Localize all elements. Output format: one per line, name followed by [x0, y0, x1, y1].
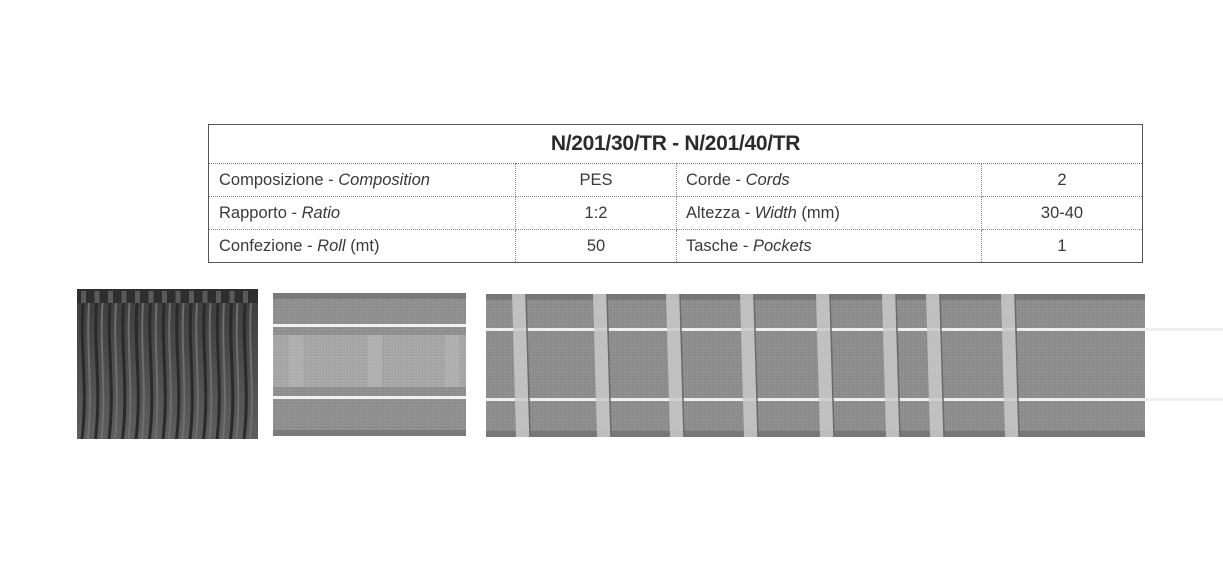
label-italian: Corde	[686, 170, 731, 189]
label-italian: Composizione	[219, 170, 324, 189]
curtain-pleat-top	[81, 291, 86, 303]
composition-label: Composizione - Composition	[209, 164, 516, 197]
curtain-pleat-top	[162, 291, 167, 303]
product-code-title: N/201/30/TR - N/201/40/TR	[209, 125, 1143, 164]
ratio-value: 1:2	[516, 197, 677, 230]
spec-row	[209, 197, 1143, 230]
unit-label: (mt)	[350, 236, 380, 255]
curtain-pleat-top	[243, 291, 248, 303]
label-english: Pockets	[752, 236, 812, 255]
label-italian: Altezza	[686, 203, 741, 222]
pockets-label: Tasche - Pockets	[677, 230, 982, 263]
ratio-label: Rapporto - Ratio	[209, 197, 516, 230]
spec-title-row	[209, 125, 1143, 164]
pleated-curtain-image	[77, 289, 258, 439]
curtain-pleat-top	[122, 291, 127, 303]
curtain-pleat-top	[95, 291, 100, 303]
label-english: Ratio	[301, 203, 341, 222]
curtain-pleat-top	[135, 291, 140, 303]
label-italian: Tasche	[686, 236, 739, 255]
label-italian: Rapporto	[219, 203, 287, 222]
curtain-pleat-top	[203, 291, 208, 303]
width-label: Altezza - Width (mm)	[677, 197, 982, 230]
roll-label: Confezione - Roll (mt)	[209, 230, 516, 263]
label-italian: Confezione	[219, 236, 303, 255]
unit-label: (mm)	[801, 203, 840, 222]
cords-label: Corde - Cords	[677, 164, 982, 197]
label-english: Width	[754, 203, 797, 222]
label-english: Roll	[317, 236, 346, 255]
composition-value: PES	[516, 164, 677, 197]
spec-table	[208, 124, 1143, 263]
roll-value: 50	[516, 230, 677, 263]
label-english: Cords	[745, 170, 790, 189]
curtain-pleat-top	[108, 291, 113, 303]
label-english: Composition	[338, 170, 430, 189]
spec-row	[209, 164, 1143, 197]
gathered-tape-image	[486, 290, 1223, 440]
curtain-pleat-top	[216, 291, 221, 303]
curtain-pleat-top	[230, 291, 235, 303]
flat-tape-image	[273, 293, 466, 436]
curtain-pleat-top	[189, 291, 194, 303]
cords-value: 2	[982, 164, 1143, 197]
curtain-pleat-top	[149, 291, 154, 303]
pockets-value: 1	[1057, 236, 1067, 255]
curtain-pleat-top	[176, 291, 181, 303]
width-value: 30-40	[982, 197, 1143, 230]
spec-row	[209, 230, 1143, 263]
